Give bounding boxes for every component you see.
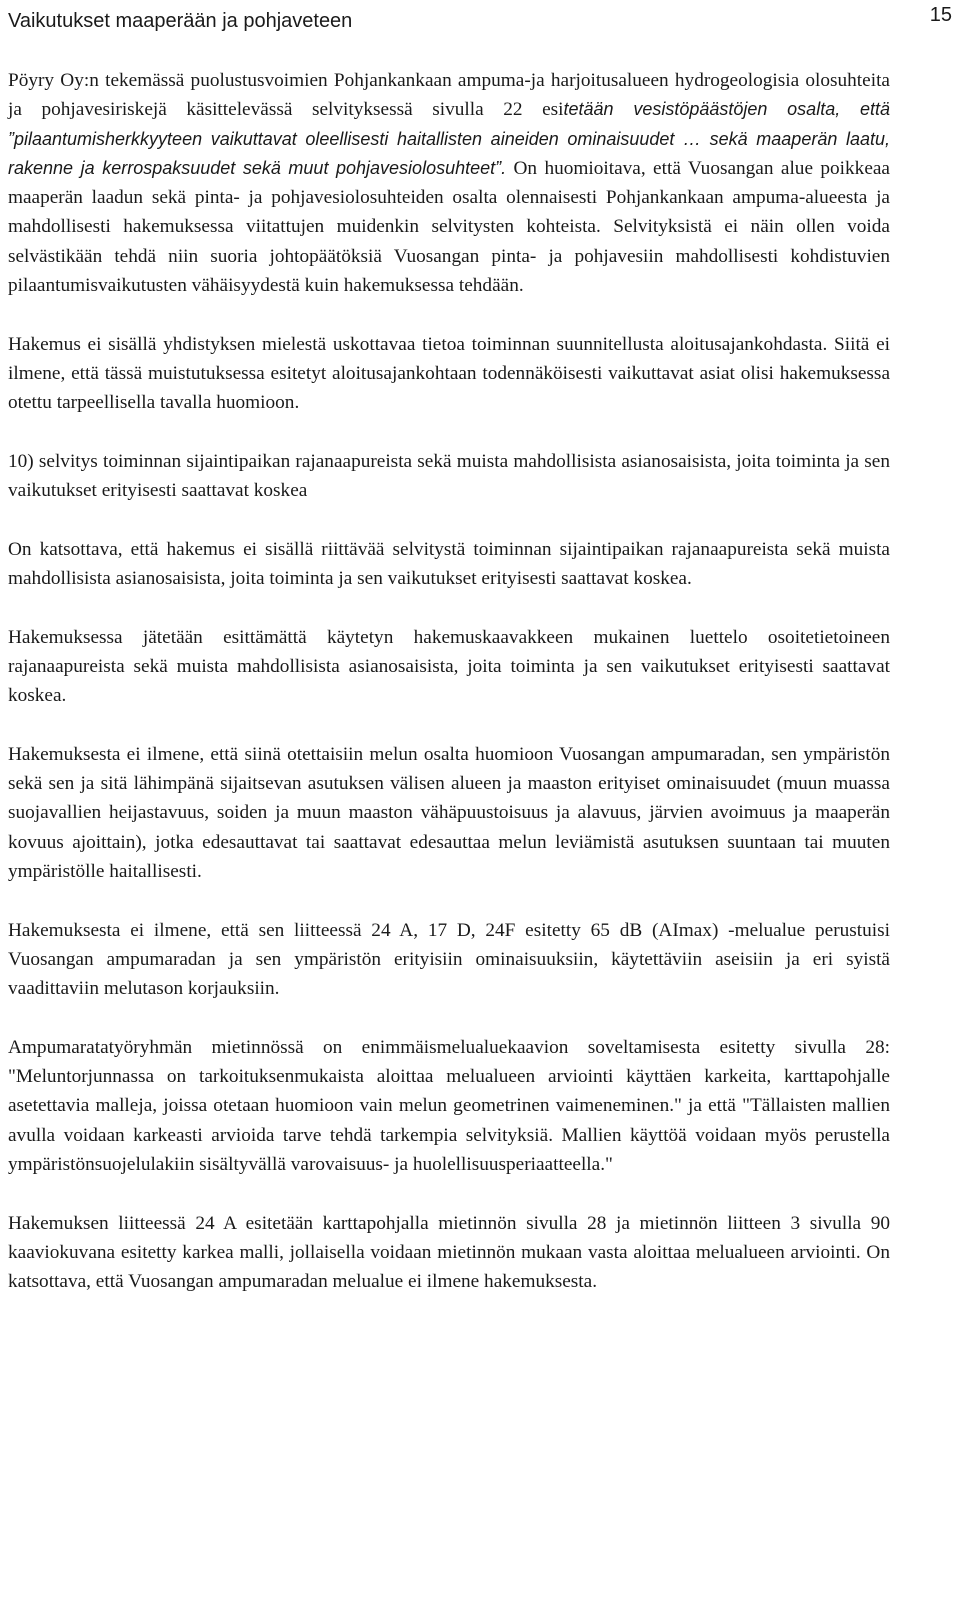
page-header	[8, 4, 952, 36]
section-title: Vaikutukset maaperään ja pohjaveteen	[8, 10, 353, 32]
quoted-text: tetään vesistöpäästöjen osalta, että ”pilaantumisherkkyyteen vaikuttavat oleellisesti haitallisten aineiden ominaisuudet … sekä maaperän laatu, rakenne ja kerros	[8, 99, 890, 178]
paragraph-groundwater	[8, 66, 890, 300]
paragraph-appendix: Hakemuksen liitteessä 24 A esitetään karttapohjalla mietinnön sivulla 28 ja mietinnön liitteen 3 sivulla 90 kaaviokuvana esitetty karkea malli, jollaisella voidaan mietinnön mukaan vasta aloittaa melualueen arviointi. On katsottava, että Vuosangan ampumaradan melualue ei ilmene hakemuksesta.	[8, 1212, 890, 1293]
paragraph-noise-area: Hakemuksesta ei ilmene, että sen liitteessä 24 A, 17 D, 24F esitetty 65 dB (AImax) -melualue perustuisi Vuosangan ampumaradan ja sen ympäristön erityisiin ominaisuuksiin, käytettäviin aseisiin ja eri syistä vaadittaviin melutason korjauksiin.	[8, 919, 890, 1000]
paragraph-neighbours: On katsottava, että hakemus ei sisällä riittävää selvitystä toiminnan sijaintipaikan rajanaapureista sekä muista mahdollisista asianosaisista, joita toiminta ja sen vaikutukset erityisesti saattavat koskea.	[8, 538, 890, 590]
document-body	[8, 66, 890, 1326]
page-number: 15	[929, 4, 952, 26]
paragraph-address-list: Hakemuksessa jätetään esittämättä käytetyn hakemuskaavakkeen mukainen luettelo osoitetietoineen rajanaapureista sekä muista mahdollisista asianosaisista, joita toiminta ja sen vaikutukset erityisesti saattavat koskea.	[8, 626, 890, 707]
paragraph-text: Pöyry Oy:n tekemässä puolustusvoimien Pohjankankaan ampuma-ja harjoitusalueen hydrogeologisia olosuhteita ja pohjavesiriskejä käsittelevässä selvityksessä sivulla 22 esi	[8, 70, 890, 121]
paragraph-text-continued: On huomioitava, että Vuosangan alue poikkeaa maaperän laadun sekä pinta- ja pohjavesiolosuhteiden osalta olennaisesti Pohjankankaan ampuma-alueesta ja mahdollisesti hakemuksessa viitattujen muidenkin selvitysten kohteista. Selvityksistä ei näin ollen voida selvästikään tehdä niin suoria johtopäätöksiä Vuosangan pinta- ja pohjavesiin mahdollisesti kohdistuvien pilaantumisvaikutusten vähäisyydestä kuin hakemuksessa tehdään.	[8, 157, 890, 297]
paragraph-working-group: Ampumaratatyöryhmän mietinnössä on enimmäismelualuekaavion soveltamisesta esitetty sivulla 28: "Meluntorjunnassa on tarkoituksenmukaista aloittaa melualueen arviointi käyttäen karkeita, karttapohjalle asetettavia malleja, joissa otetaan huomioon vain melun geometrinen vaimeneminen." ja että "Tällaisten mallien avulla voidaan karkeasti arvioida tarve tehdä tarkempia selvityksiä. Mallien käyttöä voidaan myös perustella ympäristönsuojelulakiin sisältyvällä varovaisuus- ja huolellisuusperiaatteella."	[8, 1036, 890, 1175]
paragraph-heading-10: 10) selvitys toiminnan sijaintipaikan rajanaapureista sekä muista mahdollisista asianosaisista, joita toiminta ja sen vaikutukset erityisesti saattavat koskea	[8, 450, 890, 502]
paragraph-noise-terrain: Hakemuksesta ei ilmene, että siinä otettaisiin melun osalta huomioon Vuosangan ampumaradan, sen ympäristön sekä sen ja sitä lähimpänä sijaitsevan asutuksen välisen alueen ja maaston erityiset ominaisuudet (muun muassa suojavallien heijastavuus, soiden ja muun maaston vähäpuustoisuus ja alavuus, järvien avoimuus ja maaperän kovuus ajoittain), jotka edesauttavat tai saattavat edesauttaa melun leviämistä asutuksen suuntaan tai muuten ympäristölle haitallisesti.	[8, 743, 890, 883]
quoted-text-end: paksuudet sekä muut pohjavesiolosuhteet”.	[152, 157, 507, 178]
paragraph-start-date: Hakemus ei sisällä yhdistyksen mielestä uskottavaa tietoa toiminnan suunnitellusta aloitusajankohdasta. Siitä ei ilmene, että tässä muistutuksessa esitetyt aloitusajankohtaan todennäköisesti vaikuttavat asiat olisi hakemuksessa otettu tarpeellisella tavalla huomioon.	[8, 333, 890, 414]
